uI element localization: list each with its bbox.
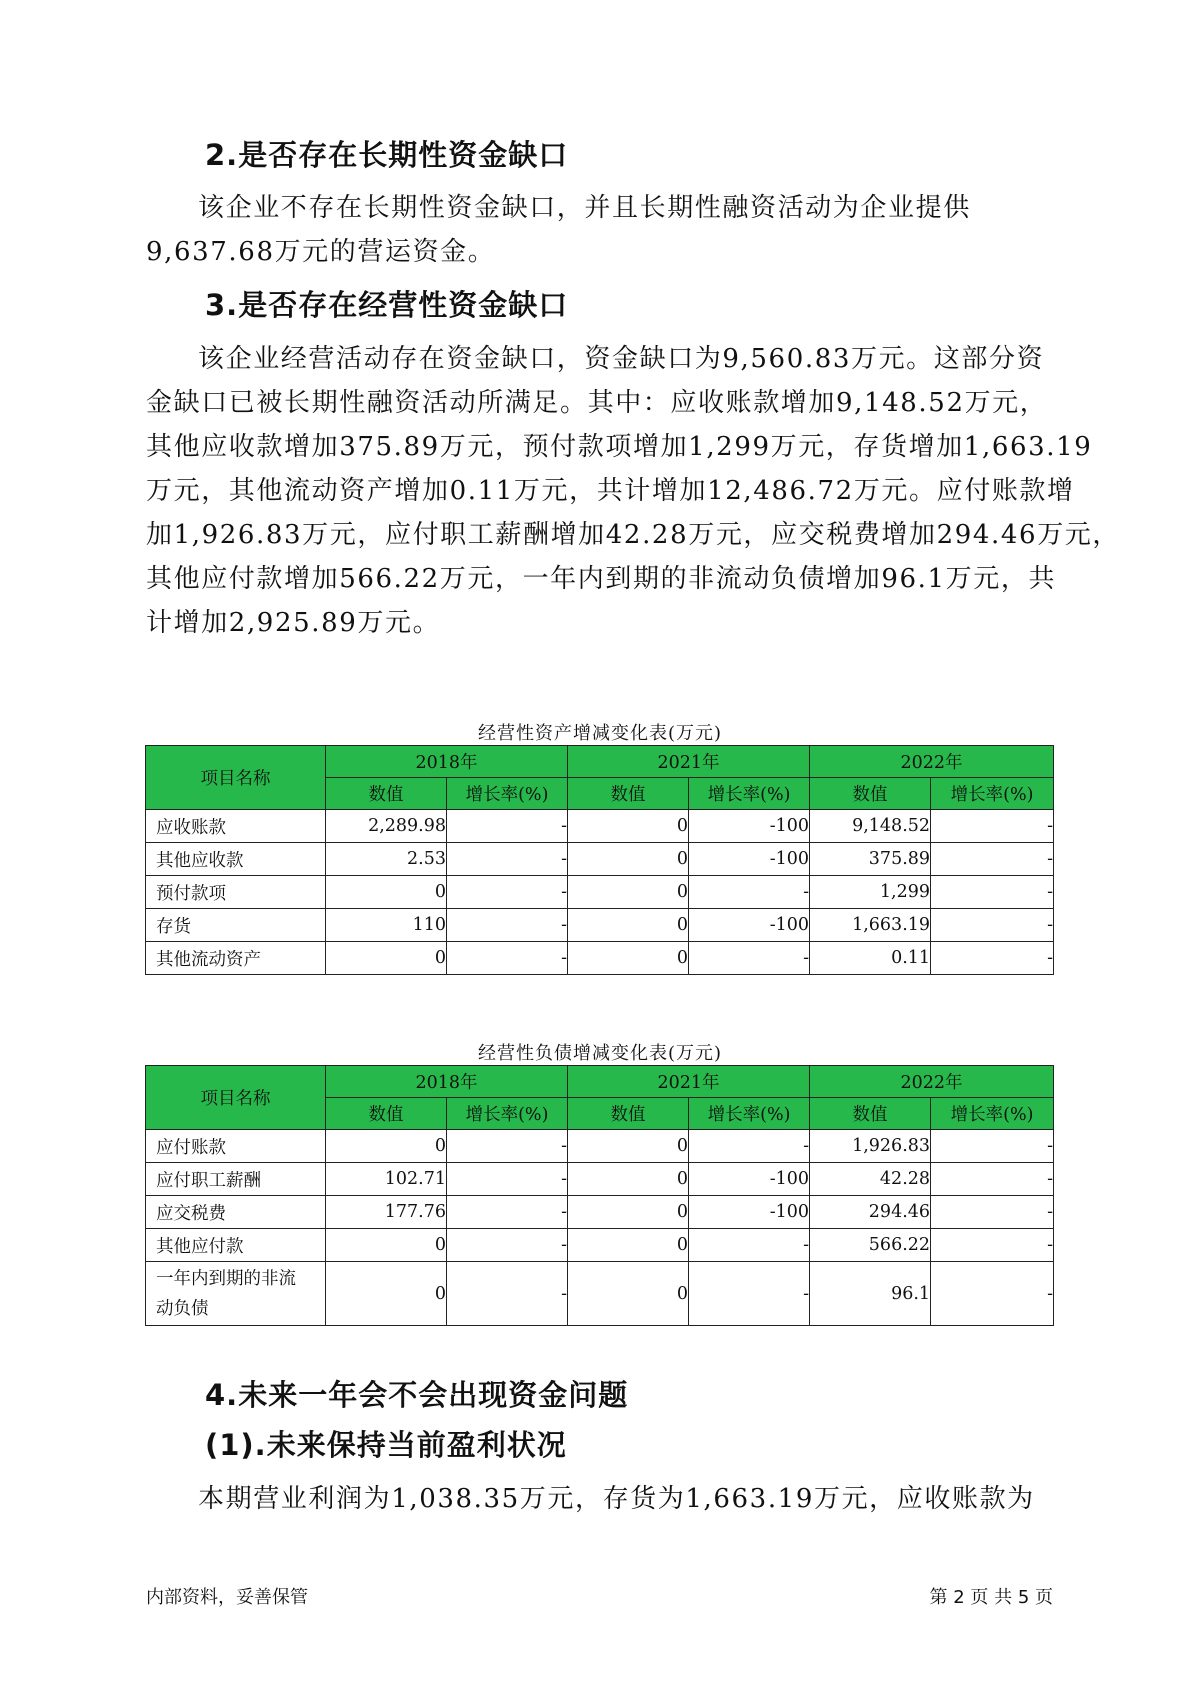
cell: 1,926.83 bbox=[810, 1130, 931, 1163]
cell: 177.76 bbox=[326, 1196, 447, 1229]
table-row bbox=[146, 942, 1054, 975]
cell: 566.22 bbox=[810, 1229, 931, 1262]
cell: - bbox=[931, 909, 1054, 942]
table-row bbox=[146, 843, 1054, 876]
cell: - bbox=[931, 1262, 1054, 1326]
header-growth: 增长率(%) bbox=[689, 1098, 810, 1130]
header-value: 数值 bbox=[568, 778, 689, 810]
cell: - bbox=[689, 1262, 810, 1326]
cell: - bbox=[931, 843, 1054, 876]
cell: - bbox=[447, 810, 568, 843]
header-growth: 增长率(%) bbox=[689, 778, 810, 810]
section-2-paragraph bbox=[146, 186, 1056, 274]
cell: 0 bbox=[326, 942, 447, 975]
cell: 0 bbox=[568, 1262, 689, 1326]
header-value: 数值 bbox=[326, 1098, 447, 1130]
table-row bbox=[146, 1262, 1054, 1326]
header-year: 2022年 bbox=[810, 746, 1054, 778]
section-4-paragraph bbox=[146, 1477, 1056, 1521]
paragraph-line: 9,637.68万元的营运资金。 bbox=[146, 237, 496, 267]
cell: 0 bbox=[568, 810, 689, 843]
section-4-sub-heading: (1).未来保持当前盈利状况 bbox=[205, 1428, 567, 1462]
table-row bbox=[146, 1130, 1054, 1163]
cell: 0 bbox=[568, 876, 689, 909]
cell: 9,148.52 bbox=[810, 810, 931, 843]
cell: 0 bbox=[568, 909, 689, 942]
cell: 0 bbox=[568, 1229, 689, 1262]
header-year: 2018年 bbox=[326, 746, 568, 778]
cell: 96.1 bbox=[810, 1262, 931, 1326]
cell: - bbox=[447, 1229, 568, 1262]
row-name: 应收账款 bbox=[146, 810, 326, 843]
paragraph-line: 该企业不存在长期性资金缺口，并且长期性融资活动为企业提供 bbox=[198, 193, 971, 223]
paragraph-line: 计增加2,925.89万元。 bbox=[146, 608, 441, 638]
header-value: 数值 bbox=[810, 1098, 931, 1130]
cell: 1,663.19 bbox=[810, 909, 931, 942]
header-growth: 增长率(%) bbox=[931, 778, 1054, 810]
cell: 0 bbox=[326, 876, 447, 909]
paragraph-line: 万元，其他流动资产增加0.11万元，共计增加12,486.72万元。应付账款增 bbox=[146, 476, 1075, 506]
cell: - bbox=[447, 843, 568, 876]
cell: -100 bbox=[689, 1196, 810, 1229]
header-growth: 增长率(%) bbox=[447, 778, 568, 810]
paragraph-line: 其他应收款增加375.89万元，预付款项增加1,299万元，存货增加1,663.19 bbox=[146, 432, 1093, 462]
table-row bbox=[146, 1229, 1054, 1262]
header-value: 数值 bbox=[810, 778, 931, 810]
cell: -100 bbox=[689, 810, 810, 843]
section-2-heading: 2.是否存在长期性资金缺口 bbox=[205, 138, 569, 172]
paragraph-line: 加1,926.83万元，应付职工薪酬增加42.28万元，应交税费增加294.46万元， bbox=[146, 520, 1120, 550]
cell: - bbox=[931, 1196, 1054, 1229]
cell: 0 bbox=[326, 1229, 447, 1262]
cell: - bbox=[689, 942, 810, 975]
cell: 1,299 bbox=[810, 876, 931, 909]
cell: 375.89 bbox=[810, 843, 931, 876]
table-row bbox=[146, 876, 1054, 909]
cell: - bbox=[931, 1163, 1054, 1196]
cell: - bbox=[447, 1163, 568, 1196]
row-name: 其他应付款 bbox=[146, 1229, 326, 1262]
row-name: 其他流动资产 bbox=[146, 942, 326, 975]
cell: 102.71 bbox=[326, 1163, 447, 1196]
cell: - bbox=[931, 876, 1054, 909]
footer-confidential: 内部资料，妥善保管 bbox=[146, 1587, 308, 1608]
header-growth: 增长率(%) bbox=[447, 1098, 568, 1130]
header-item-name: 项目名称 bbox=[146, 746, 326, 810]
table-row bbox=[146, 909, 1054, 942]
cell: 0 bbox=[568, 1196, 689, 1229]
header-value: 数值 bbox=[568, 1098, 689, 1130]
cell: 0 bbox=[568, 942, 689, 975]
paragraph-line: 该企业经营活动存在资金缺口，资金缺口为9,560.83万元。这部分资 bbox=[198, 344, 1045, 374]
row-name bbox=[146, 1262, 326, 1326]
cell: 0 bbox=[568, 843, 689, 876]
cell: - bbox=[447, 876, 568, 909]
liability-table bbox=[145, 1065, 1054, 1326]
cell: 0 bbox=[326, 1130, 447, 1163]
row-name-line: 一年内到期的非流 bbox=[156, 1268, 296, 1289]
table-row bbox=[146, 1163, 1054, 1196]
asset-table bbox=[145, 745, 1054, 975]
cell: - bbox=[447, 942, 568, 975]
section-4-heading: 4.未来一年会不会出现资金问题 bbox=[205, 1378, 629, 1412]
table-row bbox=[146, 1196, 1054, 1229]
row-name: 其他应收款 bbox=[146, 843, 326, 876]
cell: - bbox=[931, 810, 1054, 843]
cell: - bbox=[447, 1130, 568, 1163]
cell: - bbox=[447, 1262, 568, 1326]
section-3-paragraph bbox=[146, 337, 1120, 645]
cell: - bbox=[931, 942, 1054, 975]
table-row bbox=[146, 810, 1054, 843]
cell: 294.46 bbox=[810, 1196, 931, 1229]
asset-table-caption: 经营性资产增减变化表(万元) bbox=[477, 723, 723, 744]
header-item-name: 项目名称 bbox=[146, 1066, 326, 1130]
footer-page-number: 第 2 页 共 5 页 bbox=[929, 1587, 1053, 1608]
cell: 0 bbox=[568, 1130, 689, 1163]
cell: -100 bbox=[689, 1163, 810, 1196]
row-name: 预付款项 bbox=[146, 876, 326, 909]
row-name: 应付职工薪酬 bbox=[146, 1163, 326, 1196]
paragraph-line: 其他应付款增加566.22万元，一年内到期的非流动负债增加96.1万元，共 bbox=[146, 564, 1057, 594]
row-name-line: 动负债 bbox=[156, 1298, 209, 1319]
cell: - bbox=[689, 1229, 810, 1262]
header-year: 2022年 bbox=[810, 1066, 1054, 1098]
header-year: 2018年 bbox=[326, 1066, 568, 1098]
cell: 110 bbox=[326, 909, 447, 942]
cell: 0 bbox=[568, 1163, 689, 1196]
header-value: 数值 bbox=[326, 778, 447, 810]
cell: - bbox=[447, 909, 568, 942]
row-name: 应付账款 bbox=[146, 1130, 326, 1163]
row-name: 存货 bbox=[146, 909, 326, 942]
paragraph-line: 金缺口已被长期性融资活动所满足。其中：应收账款增加9,148.52万元， bbox=[146, 388, 1048, 418]
cell: -100 bbox=[689, 843, 810, 876]
cell: 2.53 bbox=[326, 843, 447, 876]
cell: 42.28 bbox=[810, 1163, 931, 1196]
cell: - bbox=[689, 876, 810, 909]
cell: -100 bbox=[689, 909, 810, 942]
cell: - bbox=[931, 1229, 1054, 1262]
section-3-heading: 3.是否存在经营性资金缺口 bbox=[205, 288, 569, 322]
cell: 0.11 bbox=[810, 942, 931, 975]
liability-table-caption: 经营性负债增减变化表(万元) bbox=[477, 1043, 723, 1064]
row-name: 应交税费 bbox=[146, 1196, 326, 1229]
cell: - bbox=[931, 1130, 1054, 1163]
cell: - bbox=[689, 1130, 810, 1163]
header-year: 2021年 bbox=[568, 746, 810, 778]
paragraph-line: 本期营业利润为1,038.35万元，存货为1,663.19万元，应收账款为 bbox=[198, 1484, 1035, 1514]
cell: 0 bbox=[326, 1262, 447, 1326]
cell: - bbox=[447, 1196, 568, 1229]
cell: 2,289.98 bbox=[326, 810, 447, 843]
header-growth: 增长率(%) bbox=[931, 1098, 1054, 1130]
header-year: 2021年 bbox=[568, 1066, 810, 1098]
